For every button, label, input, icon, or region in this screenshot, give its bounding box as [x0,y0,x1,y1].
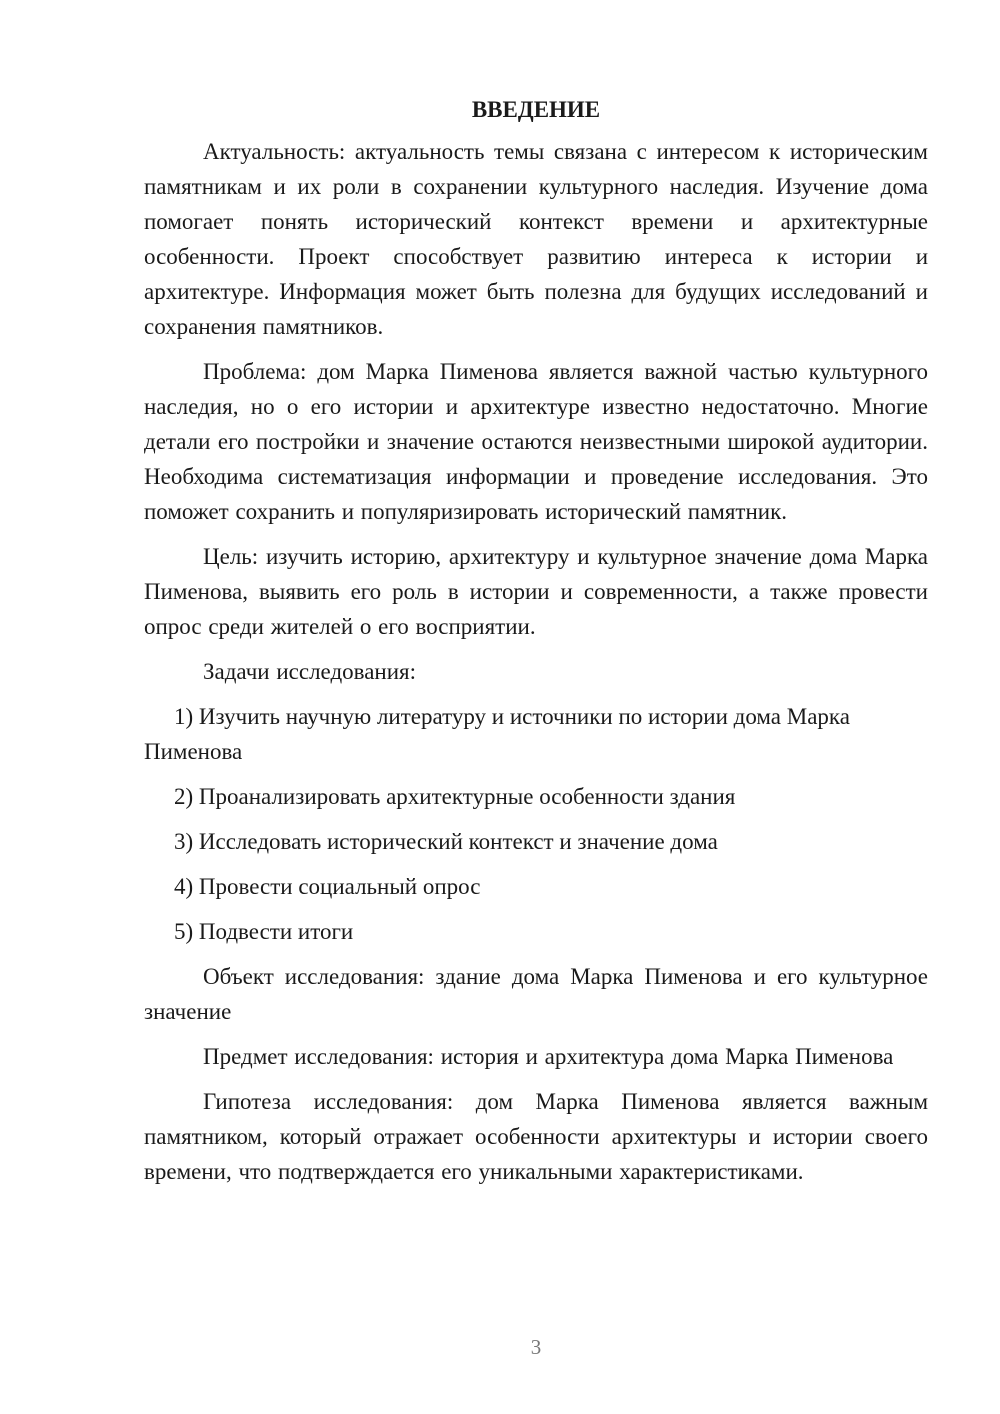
problem-paragraph: Проблема: дом Марка Пименова является важной частью культурного наследия, но о его истории и архитектуре известно недостаточно. Многие детали его постройки и значение остаются неизвестными широкой аудитории. Необходима систематизация информации и проведение исследования. Это поможет сохранить и популяризировать исторический памятник. [144,359,928,524]
section-heading: ВВЕДЕНИЕ [471,97,601,122]
task-item: 5) Подвести итоги [174,919,354,944]
object-paragraph: Объект исследования: здание дома Марка Пименова и его культурное значение [144,964,928,1024]
tasks-title: Задачи исследования: [203,659,417,684]
task-item: 1) Изучить научную литературу и источники по истории дома Марка Пименова [144,704,850,764]
page-number: 3 [530,1335,542,1359]
subject-paragraph: Предмет исследования: история и архитектура дома Марка Пименова [203,1044,894,1069]
relevance-paragraph: Актуальность: актуальность темы связана с интересом к историческим памятникам и их роли в сохранении культурного наследия. Изучение дома помогает понять исторический контекст времени и архитектурные особенности. Проект способствует развитию интереса к истории и архитектуре. Информация может быть полезна для будущих исследований и сохранения памятников. [144,139,928,339]
hypothesis-paragraph: Гипотеза исследования: дом Марка Пименова является важным памятником, который отражает особенности архитектуры и истории своего времени, что подтверждается его уникальными характеристиками. [144,1089,928,1184]
task-item: 3) Исследовать исторический контекст и значение дома [174,829,718,854]
task-item: 2) Проанализировать архитектурные особенности здания [174,784,736,809]
task-item: 4) Провести социальный опрос [174,874,481,899]
document-page [144,92,928,1199]
goal-paragraph: Цель: изучить историю, архитектуру и культурное значение дома Марка Пименова, выявить его роль в истории и современности, а также провести опрос среди жителей о его восприятии. [144,544,928,639]
